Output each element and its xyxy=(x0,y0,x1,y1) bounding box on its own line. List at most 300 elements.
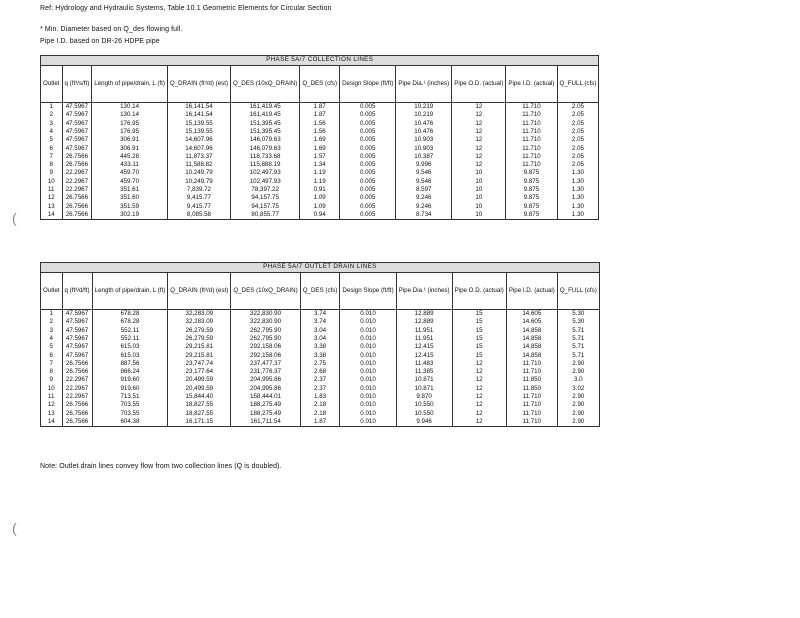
table-cell: 26,279.59 xyxy=(168,327,231,335)
table-cell: 11.850 xyxy=(506,376,557,384)
table-cell: 1.34 xyxy=(300,161,340,169)
table-cell: 11,873.37 xyxy=(167,153,230,161)
table-cell: 9.246 xyxy=(396,194,452,202)
table-row xyxy=(41,410,600,418)
table-cell: 22.2967 xyxy=(62,385,92,393)
table-cell: 7 xyxy=(41,360,63,368)
table-cell: 887.56 xyxy=(92,360,168,368)
table-cell: 47.5967 xyxy=(62,103,92,112)
table-cell: 0.005 xyxy=(340,103,396,112)
column-header: Outlet xyxy=(41,273,63,310)
table-cell: 12 xyxy=(452,120,506,128)
table-cell: 0.005 xyxy=(340,169,396,177)
table-cell: 188,275.49 xyxy=(231,401,300,409)
table-cell: 176.95 xyxy=(92,128,168,136)
table-cell: 26.7566 xyxy=(62,211,92,220)
table-cell: 10.871 xyxy=(396,385,452,393)
table-cell: 10 xyxy=(452,194,506,202)
table-cell: 10.550 xyxy=(396,401,452,409)
table-cell: 188,275.49 xyxy=(231,410,300,418)
column-header: Pipe I.D. (actual) xyxy=(506,66,557,103)
table-cell: 2.37 xyxy=(300,385,340,393)
table-cell: 26.7566 xyxy=(62,418,92,427)
table-cell: 1.87 xyxy=(300,111,340,119)
table-row xyxy=(41,178,599,186)
table-cell: 22.2967 xyxy=(62,393,92,401)
table-cell: 15 xyxy=(452,310,506,319)
table-cell: 18,827.55 xyxy=(168,410,231,418)
table-cell: 47.5967 xyxy=(62,335,92,343)
table-cell: 552.11 xyxy=(92,335,168,343)
table-cell: 10.219 xyxy=(396,103,452,112)
table-cell: 22.2967 xyxy=(62,178,92,186)
table-cell: 47.5967 xyxy=(62,144,92,152)
table-cell: 102,497.93 xyxy=(231,169,300,177)
table-cell: 47.5967 xyxy=(62,120,92,128)
table-cell: 10 xyxy=(452,178,506,186)
collection-lines-table xyxy=(40,55,599,220)
table-cell: 8 xyxy=(41,368,63,376)
table-cell: 11.710 xyxy=(506,360,557,368)
table-cell: 94,157.75 xyxy=(231,194,300,202)
table-cell: 8 xyxy=(41,161,63,169)
table-cell: 12 xyxy=(452,111,506,119)
table-cell: 12 xyxy=(452,136,506,144)
table-cell: 22.2967 xyxy=(62,186,92,194)
table-cell: 12 xyxy=(452,128,506,136)
table-cell: 80,855.77 xyxy=(231,211,300,220)
table-cell: 9.546 xyxy=(396,169,452,177)
table-cell: 2.05 xyxy=(557,103,599,112)
table-cell: 0.005 xyxy=(340,153,396,161)
table-cell: 1.30 xyxy=(557,178,599,186)
table-cell: 9,415.77 xyxy=(167,203,230,211)
table-cell: 10 xyxy=(452,211,506,220)
table-cell: 0.010 xyxy=(340,410,396,418)
table-cell: 11.710 xyxy=(506,410,557,418)
table-cell: 8,085.58 xyxy=(167,211,230,220)
table-body xyxy=(41,310,600,427)
table-cell: 306.91 xyxy=(92,144,168,152)
table-row xyxy=(41,169,599,177)
table-title: PHASE 5A/7 COLLECTION LINES xyxy=(41,56,599,66)
table-cell: 14.858 xyxy=(506,343,557,351)
table-cell: 11.710 xyxy=(506,393,557,401)
table-cell: 11.710 xyxy=(506,128,557,136)
table-cell: 0.010 xyxy=(340,360,396,368)
table-row xyxy=(41,203,599,211)
table-cell: 12 xyxy=(452,401,506,409)
table-cell: 9.870 xyxy=(396,393,452,401)
table-cell: 262,795.90 xyxy=(231,335,300,343)
table-cell: 78,397.22 xyxy=(231,186,300,194)
table-cell: 12 xyxy=(41,401,63,409)
table-cell: 351.61 xyxy=(92,186,168,194)
table-cell: 10,249.79 xyxy=(167,169,230,177)
table-cell: 703.55 xyxy=(92,401,168,409)
table-cell: 1.69 xyxy=(300,136,340,144)
table-cell: 12 xyxy=(452,161,506,169)
table-cell: 2.05 xyxy=(557,153,599,161)
table-cell: 1.09 xyxy=(300,203,340,211)
table-cell: 12.415 xyxy=(396,351,452,359)
column-header: Length of pipe/drain, L (ft) xyxy=(92,273,168,310)
table-cell: 0.010 xyxy=(340,376,396,384)
table-cell: 47.5967 xyxy=(62,343,92,351)
table-row xyxy=(41,161,599,169)
column-header: Pipe I.D. (actual) xyxy=(506,273,557,310)
column-header: Length of pipe/drain, L (ft) xyxy=(92,66,168,103)
table-cell: 161,711.54 xyxy=(231,418,300,427)
table-cell: 0.005 xyxy=(340,194,396,202)
table-cell: 29,215.81 xyxy=(168,343,231,351)
table-cell: 146,079.63 xyxy=(231,144,300,152)
table-cell: 14.605 xyxy=(506,310,557,319)
table-cell: 10 xyxy=(452,203,506,211)
table-cell: 1 xyxy=(41,103,63,112)
table-cell: 3.0 xyxy=(557,376,599,384)
footer-note: Note: Outlet drain lines convey flow from two collection lines (Q is doubled). xyxy=(40,463,282,470)
table-cell: 10 xyxy=(452,186,506,194)
table-cell: 10.903 xyxy=(396,136,452,144)
table-cell: 604.38 xyxy=(92,418,168,427)
table-cell: 9 xyxy=(41,169,63,177)
table-cell: 703.55 xyxy=(92,410,168,418)
table-cell: 26.7566 xyxy=(62,194,92,202)
table-row xyxy=(41,211,599,220)
table-cell: 5.30 xyxy=(557,310,599,319)
table-cell: 10 xyxy=(41,385,63,393)
table-cell: 10 xyxy=(452,169,506,177)
column-header: Pipe O.D. (actual) xyxy=(452,273,506,310)
table-cell: 15 xyxy=(452,327,506,335)
table-cell: 12 xyxy=(41,194,63,202)
table-cell: 306.91 xyxy=(92,136,168,144)
table-cell: 13 xyxy=(41,203,63,211)
table-cell: 32,283.09 xyxy=(168,318,231,326)
table-cell: 0.010 xyxy=(340,393,396,401)
table-cell: 0.91 xyxy=(300,186,340,194)
column-header: Q_DES (cfs) xyxy=(300,273,340,310)
table-cell: 0.010 xyxy=(340,343,396,351)
table-cell: 130.14 xyxy=(92,111,168,119)
column-header: Q_FULL (cfs) xyxy=(557,66,599,103)
table-cell: 13 xyxy=(41,410,63,418)
table-cell: 1 xyxy=(41,310,63,319)
table-cell: 16,141.54 xyxy=(167,111,230,119)
table-cell: 94,157.75 xyxy=(231,203,300,211)
table-row xyxy=(41,120,599,128)
table-cell: 322,830.90 xyxy=(231,318,300,326)
table-row xyxy=(41,153,599,161)
table-cell: 3 xyxy=(41,120,63,128)
table-cell: 11.385 xyxy=(396,368,452,376)
table-row xyxy=(41,194,599,202)
table-cell: 11.710 xyxy=(506,418,557,427)
table-cell: 11.710 xyxy=(506,161,557,169)
table-cell: 9.875 xyxy=(506,203,557,211)
table-cell: 12 xyxy=(452,385,506,393)
table-cell: 0.005 xyxy=(340,161,396,169)
table-cell: 15,139.55 xyxy=(167,120,230,128)
column-header: Pipe O.D. (actual) xyxy=(452,66,506,103)
outlet-drain-lines-table xyxy=(40,262,600,427)
table-cell: 3.04 xyxy=(300,327,340,335)
table-cell: 0.005 xyxy=(340,120,396,128)
table-cell: 2.05 xyxy=(557,136,599,144)
table-cell: 10 xyxy=(41,178,63,186)
table-cell: 47.5967 xyxy=(62,318,92,326)
table-cell: 11.710 xyxy=(506,111,557,119)
table-cell: 9.946 xyxy=(396,418,452,427)
table-cell: 2.05 xyxy=(557,128,599,136)
table-cell: 237,477.37 xyxy=(231,360,300,368)
table-cell: 5 xyxy=(41,343,63,351)
table-cell: 151,395.45 xyxy=(231,120,300,128)
table-cell: 0.005 xyxy=(340,111,396,119)
table-cell: 10.903 xyxy=(396,144,452,152)
table-row xyxy=(41,401,600,409)
table-cell: 161,419.45 xyxy=(231,111,300,119)
table-cell: 0.005 xyxy=(340,128,396,136)
column-header: q (ft³/d/ft) xyxy=(62,273,92,310)
table-cell: 15,844.40 xyxy=(168,393,231,401)
table-cell: 10.476 xyxy=(396,120,452,128)
table-cell: 459.70 xyxy=(92,169,168,177)
table-cell: 2 xyxy=(41,318,63,326)
table-cell: 6 xyxy=(41,351,63,359)
table-cell: 9.875 xyxy=(506,211,557,220)
table-cell: 11,588.82 xyxy=(167,161,230,169)
column-header: Q_DRAIN (ft³/d) (est) xyxy=(168,273,231,310)
table-cell: 9.875 xyxy=(506,186,557,194)
table-cell: 12 xyxy=(452,376,506,384)
column-header: Q_DES (10xQ_DRAIN) xyxy=(231,66,300,103)
table-cell: 0.010 xyxy=(340,335,396,343)
table-cell: 2.05 xyxy=(557,144,599,152)
table-body xyxy=(41,103,599,220)
table-cell: 11.710 xyxy=(506,144,557,152)
table-cell: 12 xyxy=(452,360,506,368)
table-cell: 1.19 xyxy=(300,178,340,186)
table-cell: 0.010 xyxy=(340,318,396,326)
scan-artifact-mark: ( xyxy=(12,210,17,226)
table-cell: 231,776.37 xyxy=(231,368,300,376)
table-cell: 32,283.09 xyxy=(168,310,231,319)
table-cell: 26.7566 xyxy=(62,153,92,161)
table-cell: 11.710 xyxy=(506,368,557,376)
table-title: PHASE 5A/7 OUTLET DRAIN LINES xyxy=(41,263,600,273)
table-cell: 12 xyxy=(452,103,506,112)
table-cell: 130.14 xyxy=(92,103,168,112)
table-cell: 26.7566 xyxy=(62,360,92,368)
table-cell: 0.005 xyxy=(340,144,396,152)
table-cell: 1.30 xyxy=(557,186,599,194)
table-cell: 713.51 xyxy=(92,393,168,401)
table-row xyxy=(41,128,599,136)
table-cell: 29,215.81 xyxy=(168,351,231,359)
table-cell: 1.19 xyxy=(300,169,340,177)
table-cell: 2.90 xyxy=(557,401,599,409)
column-header: Pipe Dia.¹ (inches) xyxy=(396,66,452,103)
table-cell: 151,395.45 xyxy=(231,128,300,136)
table-cell: 12.415 xyxy=(396,343,452,351)
table-cell: 6 xyxy=(41,144,63,152)
table-cell: 11.710 xyxy=(506,136,557,144)
table-row xyxy=(41,136,599,144)
table-cell: 3.38 xyxy=(300,343,340,351)
table-row xyxy=(41,360,600,368)
table-cell: 919.60 xyxy=(92,376,168,384)
column-header: Q_DES (cfs) xyxy=(300,66,340,103)
table-cell: 12 xyxy=(452,410,506,418)
table-cell: 9.875 xyxy=(506,169,557,177)
table-cell: 0.005 xyxy=(340,211,396,220)
table-cell: 9 xyxy=(41,376,63,384)
table-cell: 9.875 xyxy=(506,178,557,186)
table-cell: 7,839.72 xyxy=(167,186,230,194)
table-cell: 10.219 xyxy=(396,111,452,119)
table-cell: 5.71 xyxy=(557,327,599,335)
table-cell: 9.246 xyxy=(396,203,452,211)
table-cell: 0.010 xyxy=(340,310,396,319)
table-row xyxy=(41,368,600,376)
table-row xyxy=(41,103,599,112)
table-cell: 2.05 xyxy=(557,161,599,169)
table-cell: 10.871 xyxy=(396,376,452,384)
table-row xyxy=(41,310,600,319)
table-cell: 3 xyxy=(41,327,63,335)
table-cell: 0.005 xyxy=(340,186,396,194)
table-cell: 26.7566 xyxy=(62,410,92,418)
table-cell: 11 xyxy=(41,393,63,401)
table-row xyxy=(41,376,600,384)
table-cell: 161,419.45 xyxy=(231,103,300,112)
table-cell: 26,279.59 xyxy=(168,335,231,343)
reference-line: Ref: Hydrology and Hydraulic Systems, Table 10.1 Geometric Elements for Circular Section xyxy=(40,5,332,12)
table-cell: 8.597 xyxy=(396,186,452,194)
table-cell: 5 xyxy=(41,136,63,144)
table-cell: 1.30 xyxy=(557,203,599,211)
table-cell: 0.010 xyxy=(340,418,396,427)
table-cell: 0.010 xyxy=(340,351,396,359)
table-row xyxy=(41,385,600,393)
table-cell: 2.90 xyxy=(557,410,599,418)
table-cell: 158,444.01 xyxy=(231,393,300,401)
table-cell: 204,995.86 xyxy=(231,385,300,393)
table-cell: 459.70 xyxy=(92,178,168,186)
table-cell: 15 xyxy=(452,335,506,343)
table-cell: 0.005 xyxy=(340,136,396,144)
table-row xyxy=(41,111,599,119)
table-cell: 866.24 xyxy=(92,368,168,376)
table-cell: 2.90 xyxy=(557,393,599,401)
table-cell: 15 xyxy=(452,318,506,326)
table-cell: 22.2967 xyxy=(62,169,92,177)
table-cell: 11 xyxy=(41,186,63,194)
table-cell: 14.858 xyxy=(506,327,557,335)
table-cell: 5.71 xyxy=(557,351,599,359)
table-cell: 11.710 xyxy=(506,401,557,409)
table-cell: 5.71 xyxy=(557,335,599,343)
table-cell: 20,499.59 xyxy=(168,385,231,393)
table-row xyxy=(41,343,600,351)
table-cell: 445.28 xyxy=(92,153,168,161)
table-cell: 5.71 xyxy=(557,343,599,351)
table-cell: 14.858 xyxy=(506,351,557,359)
table-cell: 292,158.06 xyxy=(231,343,300,351)
table-cell: 2 xyxy=(41,111,63,119)
table-cell: 12.889 xyxy=(396,310,452,319)
table-row xyxy=(41,335,600,343)
column-header: Q_FULL (cfs) xyxy=(557,273,599,310)
table-cell: 9.875 xyxy=(506,194,557,202)
table-cell: 8.734 xyxy=(396,211,452,220)
table-cell: 615.03 xyxy=(92,351,168,359)
table-cell: 2.37 xyxy=(300,376,340,384)
table-row xyxy=(41,144,599,152)
table-cell: 10.476 xyxy=(396,128,452,136)
table-cell: 12.889 xyxy=(396,318,452,326)
table-cell: 322,830.90 xyxy=(231,310,300,319)
table-cell: 302.19 xyxy=(92,211,168,220)
table-cell: 0.005 xyxy=(340,203,396,211)
table-row xyxy=(41,186,599,194)
table-row xyxy=(41,418,600,427)
table-cell: 1.09 xyxy=(300,194,340,202)
table-row xyxy=(41,393,600,401)
table-cell: 11.710 xyxy=(506,103,557,112)
table-cell: 11.951 xyxy=(396,327,452,335)
pipe-id-note: Pipe I.D. based on DR-26 HDPE pipe xyxy=(40,38,160,45)
table-cell: 47.5967 xyxy=(62,111,92,119)
table-row xyxy=(41,327,600,335)
table-cell: 678.28 xyxy=(92,310,168,319)
column-header: Outlet xyxy=(41,66,63,103)
table-row xyxy=(41,351,600,359)
column-header: Design Slope (ft/ft) xyxy=(340,273,396,310)
scan-artifact-mark: ( xyxy=(12,520,17,536)
table-cell: 14,607.96 xyxy=(167,144,230,152)
table-cell: 102,497.93 xyxy=(231,178,300,186)
table-cell: 118,733.68 xyxy=(231,153,300,161)
table-cell: 18,827.55 xyxy=(168,401,231,409)
table-cell: 15,139.55 xyxy=(167,128,230,136)
table-cell: 15 xyxy=(452,343,506,351)
table-cell: 9,415.77 xyxy=(167,194,230,202)
table-cell: 14.858 xyxy=(506,335,557,343)
column-header: Q_DRAIN (ft³/d) (est) xyxy=(167,66,230,103)
table-cell: 0.94 xyxy=(300,211,340,220)
table-cell: 16,171.15 xyxy=(168,418,231,427)
table-cell: 10.387 xyxy=(396,153,452,161)
table-cell: 1.56 xyxy=(300,128,340,136)
table-cell: 3.02 xyxy=(557,385,599,393)
table-cell: 1.83 xyxy=(300,393,340,401)
table-cell: 2.18 xyxy=(300,410,340,418)
table-cell: 10,249.79 xyxy=(167,178,230,186)
table-cell: 47.5967 xyxy=(62,351,92,359)
table-cell: 14 xyxy=(41,211,63,220)
table-cell: 176.95 xyxy=(92,120,168,128)
table-cell: 2.05 xyxy=(557,111,599,119)
table-cell: 12 xyxy=(452,144,506,152)
table-row xyxy=(41,318,600,326)
table-cell: 204,995.86 xyxy=(231,376,300,384)
table-cell: 47.5967 xyxy=(62,128,92,136)
table-cell: 12 xyxy=(452,368,506,376)
table-cell: 115,888.19 xyxy=(231,161,300,169)
